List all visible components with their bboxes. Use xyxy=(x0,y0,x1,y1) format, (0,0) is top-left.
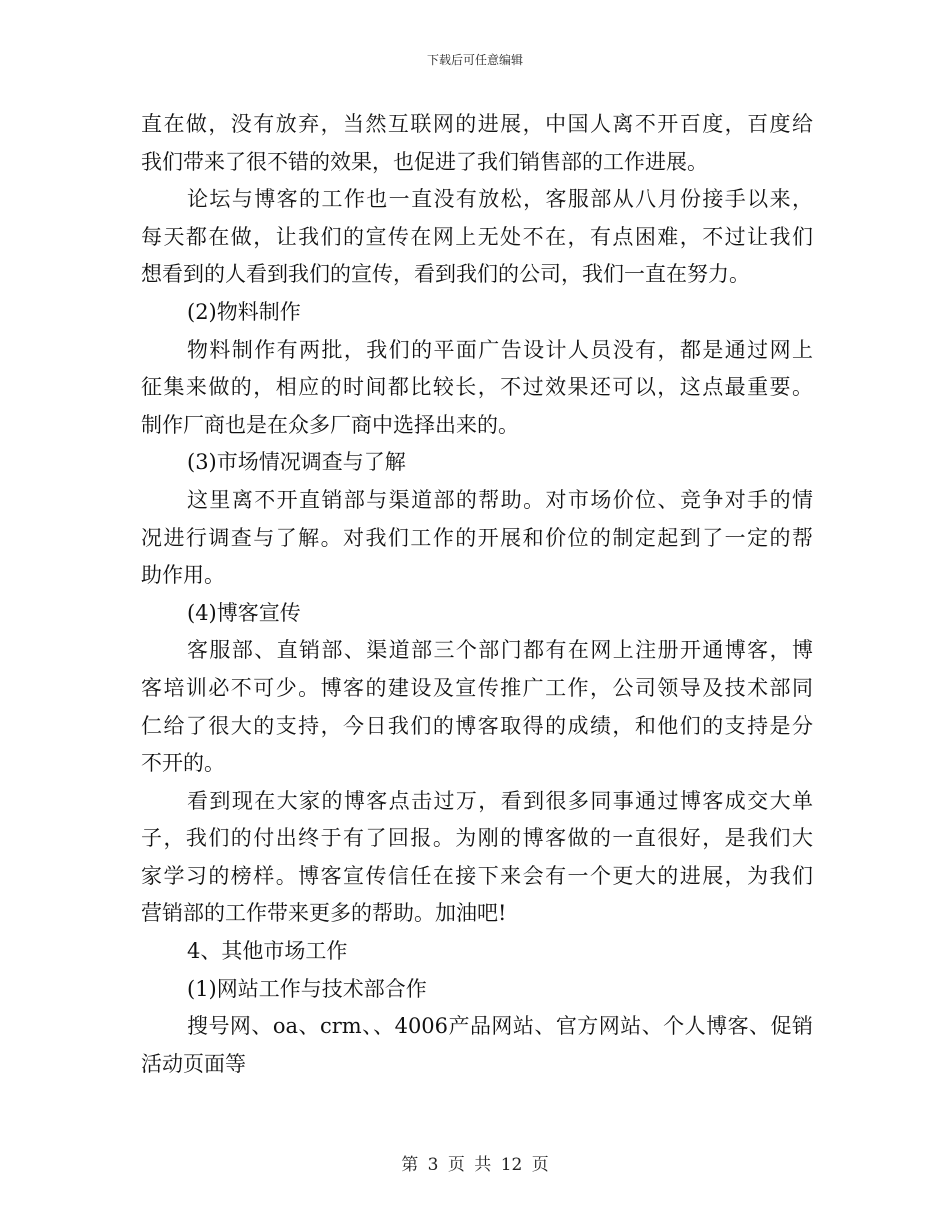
text-line: 不开的。 xyxy=(141,751,225,776)
text-line: 营销部的工作带来更多的帮助。加油吧! xyxy=(141,901,507,926)
text-line: 论坛与博客的工作也一直没有放松，客服部从八月份接手以来， xyxy=(187,187,813,212)
text-line: 直在做，没有放弃，当然互联网的进展，中国人离不开百度，百度给 xyxy=(141,112,813,136)
text-line: 征集来做的，相应的时间都比较长，不过效果还可以，这点最重要。 xyxy=(141,375,813,400)
text-line: 活动页面等 xyxy=(141,1051,246,1076)
section-heading: 4、其他市场工作 xyxy=(187,939,348,964)
text-line: 客服部、直销部、渠道部三个部门都有在网上注册开通博客，博 xyxy=(187,638,813,663)
text-line: 况进行调查与了解。对我们工作的开展和价位的制定起到了一定的帮 xyxy=(141,525,813,550)
text-line: 搜号网、oa、crm、、4006产品网站、官方网站、个人博客、促销 xyxy=(187,1014,813,1039)
text-line: 子，我们的付出终于有了回报。为刚的博客做的一直很好，是我们大 xyxy=(141,826,813,851)
text-line: 仁给了很大的支持，今日我们的博客取得的成绩，和他们的支持是分 xyxy=(141,713,813,738)
page-header: 下载后可任意编辑 xyxy=(426,53,523,67)
text-line: 物料制作有两批，我们的平面广告设计人员没有，都是通过网上 xyxy=(187,337,813,362)
text-line: 每天都在做，让我们的宣传在网上无处不在，有点困难，不过让我们 xyxy=(141,224,813,249)
section-heading: (1)网站工作与技术部合作 xyxy=(187,976,427,1001)
text-line: 助作用。 xyxy=(141,563,225,588)
text-line: 制作厂商也是在众多厂商中选择出来的。 xyxy=(141,412,519,437)
text-line: 我们带来了很不错的效果，也促进了我们销售部的工作进展。 xyxy=(141,149,708,174)
text-line: 想看到的人看到我们的宣传，看到我们的公司，我们一直在努力。 xyxy=(141,262,750,287)
text-line: 家学习的榜样。博客宣传信任在接下来会有一个更大的进展，为我们 xyxy=(141,863,813,888)
section-heading: (3)市场情况调查与了解 xyxy=(187,450,406,475)
section-heading: (2)物料制作 xyxy=(187,299,301,324)
text-line: 看到现在大家的博客点击过万，看到很多同事通过博客成交大单 xyxy=(187,788,813,813)
text-line: 客培训必不可少。博客的建设及宣传推广工作，公司领导及技术部同 xyxy=(141,675,813,700)
section-heading: (4)博客宣传 xyxy=(187,600,301,625)
text-line: 这里离不开直销部与渠道部的帮助。对市场价位、竞争对手的情 xyxy=(187,487,813,512)
document-body xyxy=(141,106,813,1083)
page-footer: 第 3 页 共 12 页 xyxy=(401,1155,549,1175)
